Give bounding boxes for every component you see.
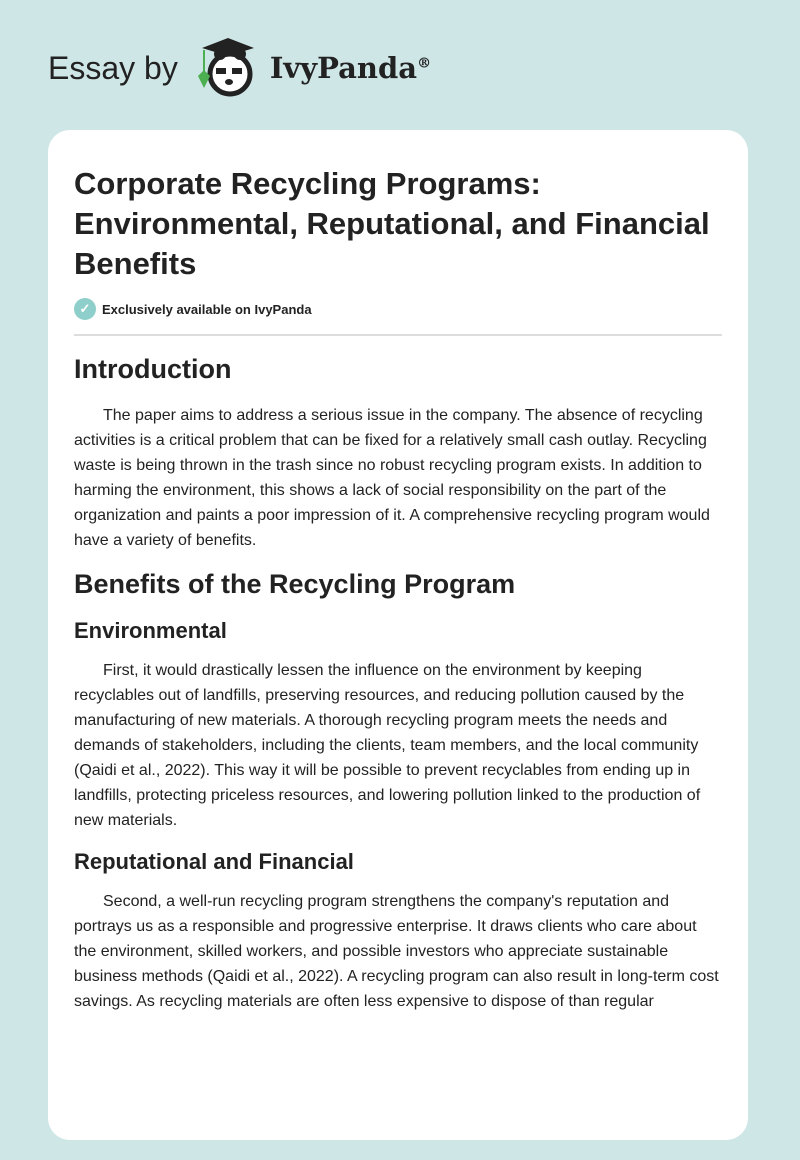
section-heading: Introduction (74, 354, 232, 384)
registered-mark: ® (417, 55, 432, 72)
section-heading: Benefits of the Recycling Program (74, 569, 516, 599)
badge-text: Exclusively available on IvyPanda (102, 301, 312, 317)
brand-name[interactable] (270, 51, 431, 85)
essay-by-label: Essay by (48, 49, 178, 86)
paragraph: Second, a well-run recycling program strengthens the company's reputation and portrays us as a responsible and progressive enterprise. It draws clients who care about the environment, skilled workers, and possible investors who appreciate sustainable business methods (Qaidi et al., 2022). A recycling program can also result in long-term cost savings. As recycling materials are often less expensive to dispose of than regular (74, 893, 719, 1010)
panda-logo-icon[interactable] (196, 34, 260, 103)
paragraph: First, it would drastically lessen the influence on the environment by keeping recyclables out of landfills, preserving resources, and reducing pollution caused by the manufacturing of new materials. A thorough recycling program meets the needs and demands of stakeholders, including the clients, team members, and the local community (Qaidi et al., 2022). This way it will be possible to prevent recyclables from ending up in landfills, protecting priceless resources, and lowering pollution linked to the production of new materials. (74, 662, 701, 829)
essay-card (48, 130, 748, 1140)
check-icon: ✓ (74, 298, 96, 320)
divider (74, 334, 722, 336)
site-header (48, 38, 431, 98)
exclusive-badge (74, 298, 722, 320)
paragraph: The paper aims to address a serious issue in the company. The absence of recycling activities is a critical problem that can be fixed for a relatively small cash outlay. Recycling waste is being thrown in the trash since no robust recycling program exists. In addition to harming the environment, this shows a lack of social responsibility on the part of the organization and paints a poor impression of it. A comprehensive recycling program would have a variety of benefits. (74, 407, 710, 549)
brand-text: IvyPanda (269, 51, 418, 85)
essay-title: Corporate Recycling Programs: Environmental, Reputational, and Financial Benefits (74, 166, 710, 281)
subsection-heading: Reputational and Financial (74, 849, 354, 874)
subsection-heading: Environmental (74, 618, 227, 643)
